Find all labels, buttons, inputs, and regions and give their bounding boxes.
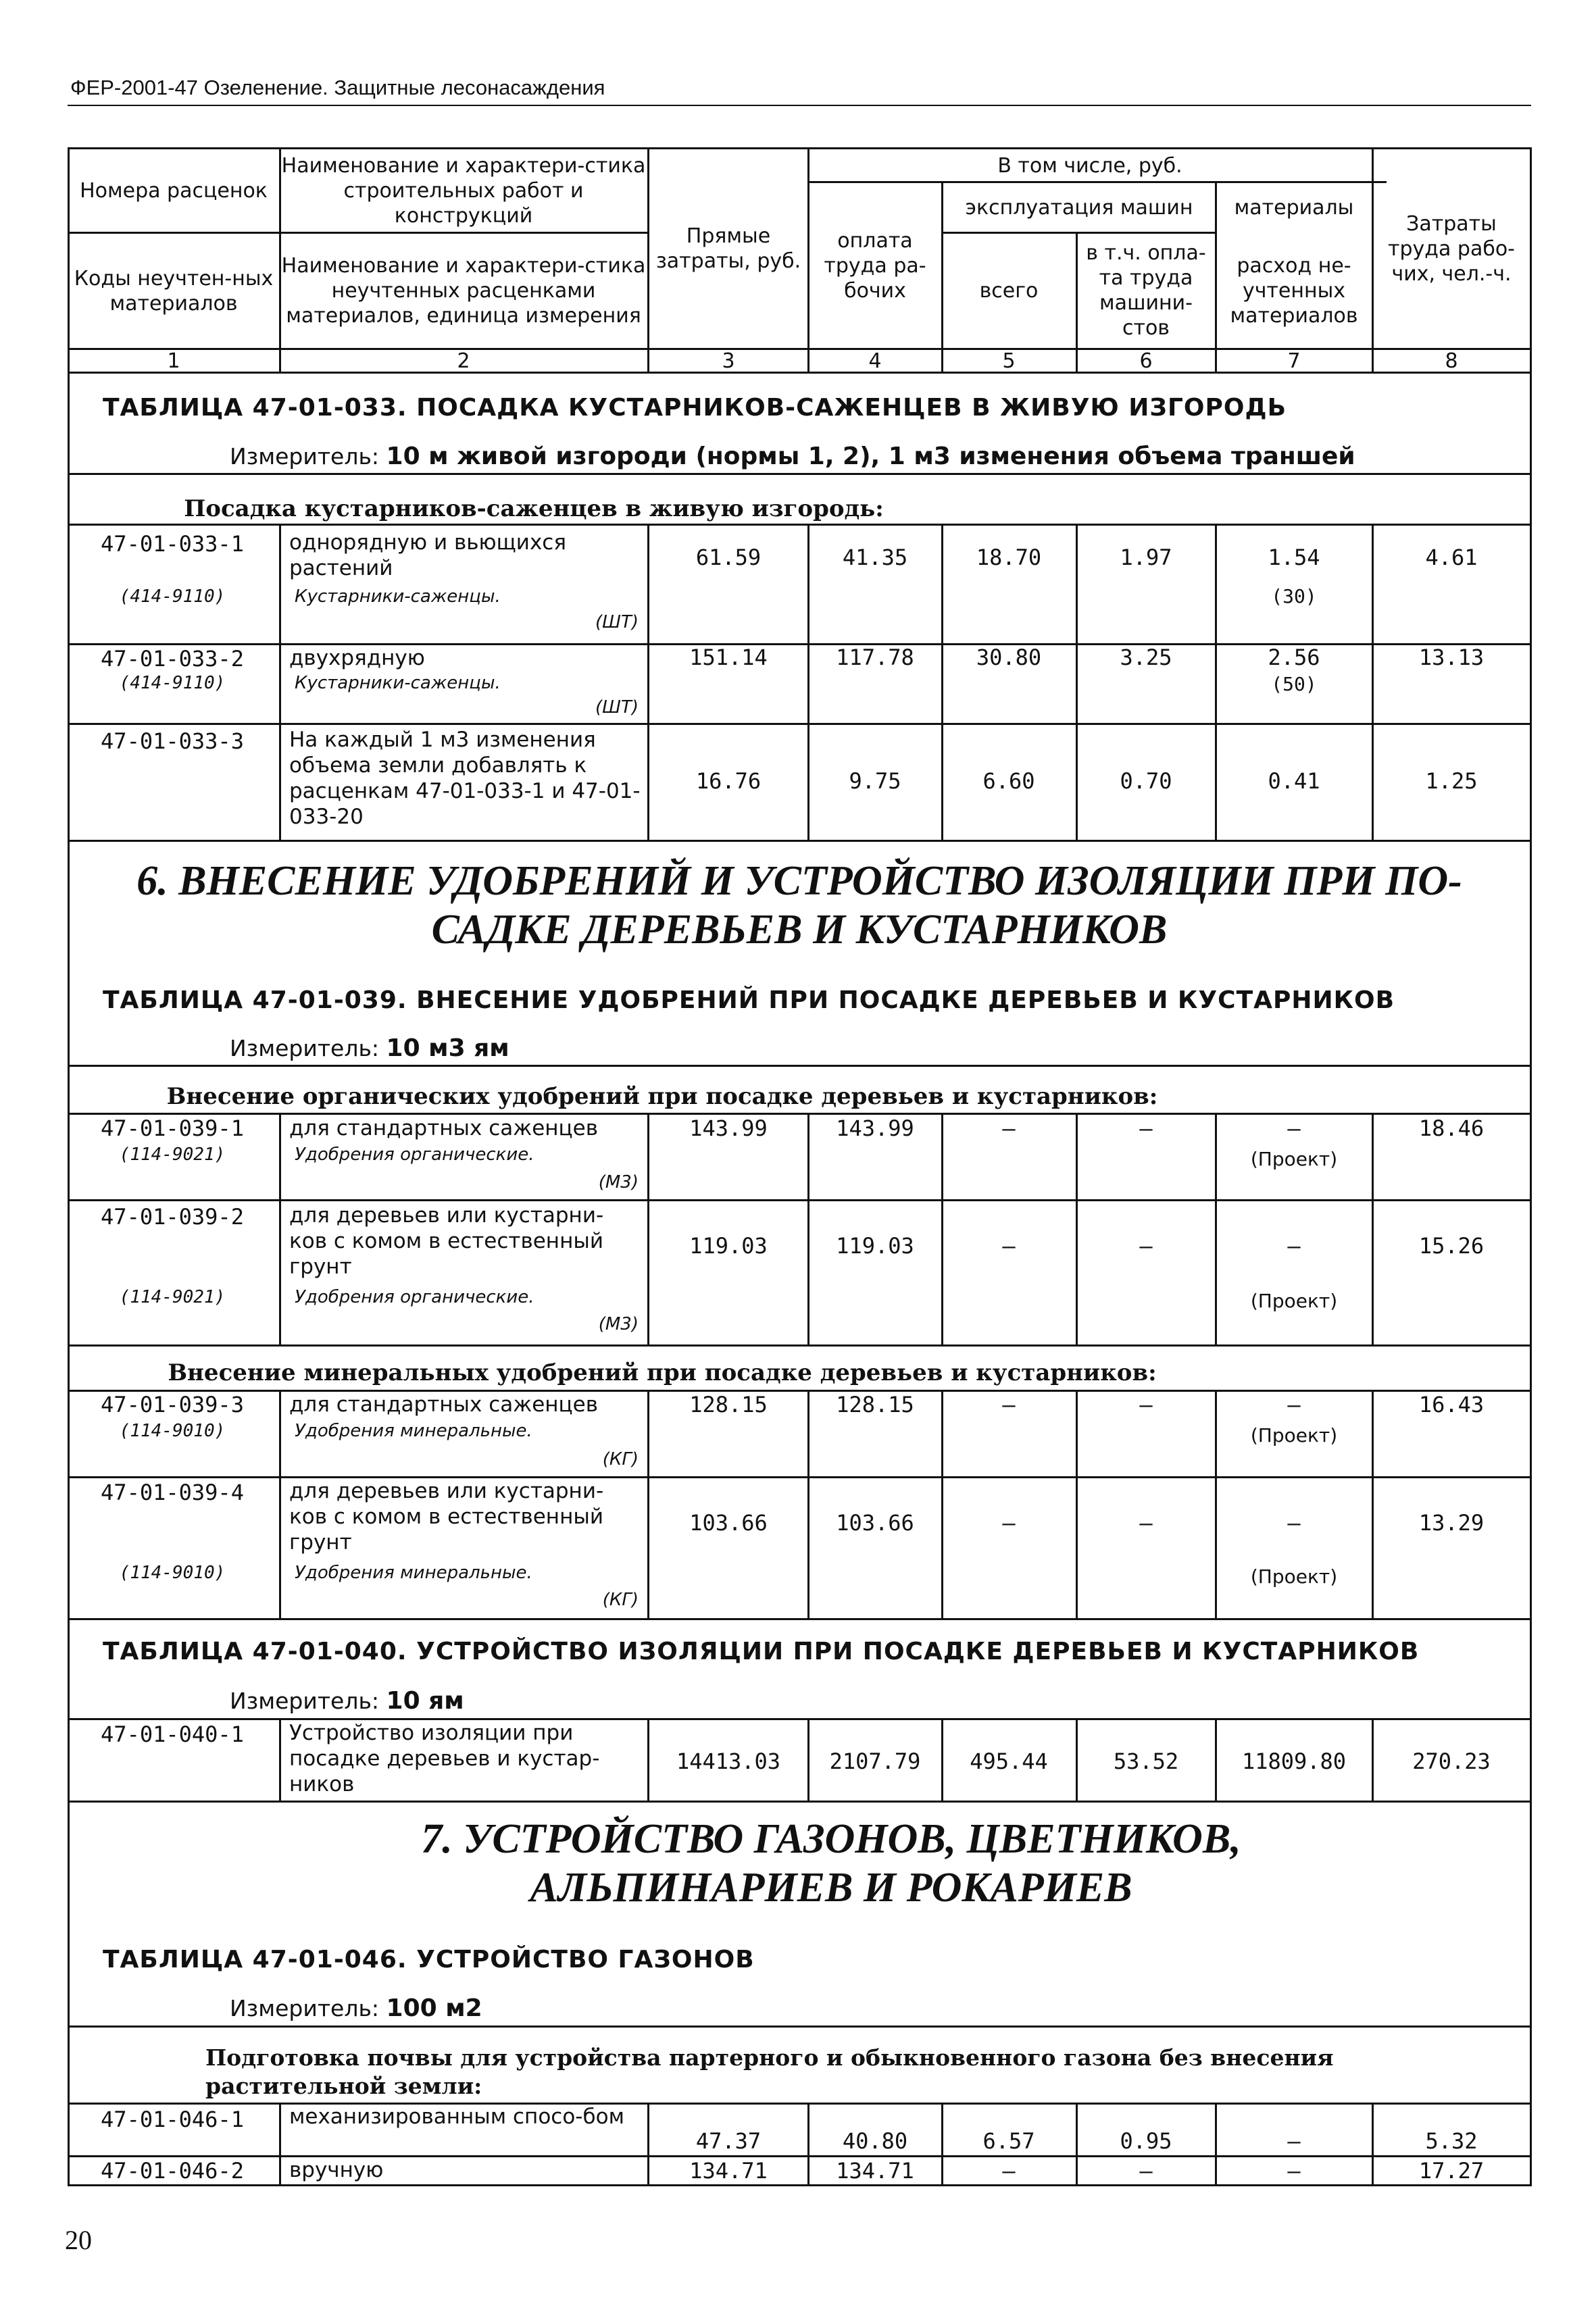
page-number: 20 [65,2225,92,2255]
material-consumption: (Проект) [1250,1565,1338,1588]
header-col2a: Наименование и характери-стика строительных работ и конструкций [281,153,646,228]
machine-total: 495.44 [970,1749,1048,1774]
rate-code: 47-01-039-1 [101,1115,244,1141]
direct-cost: 143.99 [689,1115,768,1141]
labor-hours: 15.26 [1418,1233,1485,1259]
labor-wage: 134.71 [836,2158,914,2184]
direct-cost: 47.37 [695,2128,762,2154]
material-consumption: (50) [1271,673,1317,695]
machine-total: – [1002,1510,1016,1536]
col-num-2: 2 [457,349,470,373]
rate-description: для стандартных саженцев [289,1392,598,1417]
material-consumption: (Проект) [1250,1148,1338,1170]
material-unit: (КГ) [602,1590,639,1610]
header-col6: в т.ч. опла-та труда машини-стов [1086,241,1206,340]
header-col3: Прямые затраты, руб. [655,224,801,273]
materials-cost: 0.41 [1268,768,1320,794]
material-code: (414-9110) [119,586,226,607]
col-num-5: 5 [1002,349,1016,373]
table-033-title: ТАБЛИЦА 47-01-033. ПОСАДКА КУСТАРНИКОВ-САЖЕНЦЕВ В ЖИВУЮ ИЗГОРОДЬ [103,394,1287,422]
material-unit: (КГ) [602,1449,639,1469]
header-incl: В том числе, руб. [997,153,1182,178]
running-head: ФЕР-2001-47 Озеленение. Защитные лесонасаждения [70,76,605,99]
machinist-wage: 3.25 [1120,645,1172,670]
materials-cost: – [1287,1115,1301,1141]
machine-total: 18.70 [976,545,1042,570]
table-039-measure: Измеритель: 10 м3 ям [230,1034,509,1062]
rate-code: 47-01-039-2 [101,1204,244,1230]
col-num-7: 7 [1287,349,1301,373]
materials-cost: 11809.80 [1241,1749,1347,1774]
col-num-6: 6 [1139,349,1153,373]
rate-description: двухрядную [289,646,425,670]
table-040-measure: Измеритель: 10 ям [230,1687,464,1715]
col-num-3: 3 [722,349,735,373]
labor-wage: 128.15 [836,1392,914,1417]
table-046-title: ТАБЛИЦА 47-01-046. УСТРОЙСТВО ГАЗОНОВ [103,1946,755,1973]
labor-wage: 41.35 [842,545,908,570]
labor-wage: 119.03 [836,1233,914,1259]
table-040-title: ТАБЛИЦА 47-01-040. УСТРОЙСТВО ИЗОЛЯЦИИ ПРИ ПОСАДКЕ ДЕРЕВЬЕВ И КУСТАРНИКОВ [103,1638,1420,1665]
col-num-4: 4 [868,349,882,373]
direct-cost: 103.66 [689,1510,768,1536]
rate-code: 47-01-046-2 [101,2158,244,2184]
material-consumption: (30) [1271,585,1317,607]
table-039-subhead-organic: Внесение органических удобрений при посадке деревьев и кустарников: [166,1083,1158,1110]
rate-description: однорядную и вьющихся растений [289,530,566,580]
labor-hours: 16.43 [1418,1392,1485,1417]
rate-description: На каждый 1 м3 изменения объема земли добавлять к расценкам 47-01-033-1 и 47-01-033-20 [289,728,641,829]
rate-code: 47-01-040-1 [101,1721,244,1747]
machinist-wage: 1.97 [1120,545,1172,570]
materials-cost: – [1287,2128,1301,2154]
materials-cost: 2.56 [1268,645,1320,670]
col-num-8: 8 [1445,349,1458,373]
table-046-subhead: Подготовка почвы для устройства партерного и обыкновенного газона без внесения растительной земли: [205,2044,1334,2099]
header-col1a: Номера расценок [80,178,268,203]
table-033-measure: Измеритель: 10 м живой изгороди (нормы 1, 2), 1 м3 изменения объема траншей [230,443,1355,470]
materials-cost: – [1287,1392,1301,1417]
section-6-title: 6. ВНЕСЕНИЕ УДОБРЕНИЙ И УСТРОЙСТВО ИЗОЛЯЦИИ ПРИ ПО-САДКЕ ДЕРЕВЬЕВ И КУСТАРНИКОВ [136,858,1462,953]
header-col8: Затраты труда рабо-чих, чел.-ч. [1387,211,1516,286]
material-code: (414-9110) [119,673,226,693]
direct-cost: 14413.03 [676,1749,781,1774]
material-code: (114-9010) [119,1421,226,1441]
section-7-title: 7. УСТРОЙСТВО ГАЗОНОВ, ЦВЕТНИКОВ, АЛЬПИНАРИЕВ И РОКАРИЕВ [421,1816,1241,1911]
rate-description: Устройство изоляции при посадке деревьев и кустар-ников [289,1721,600,1796]
labor-hours: 270.23 [1412,1749,1491,1774]
labor-wage: 103.66 [836,1510,914,1536]
machinist-wage: – [1139,1115,1153,1141]
labor-wage: 40.80 [842,2128,908,2154]
material-code: (114-9010) [119,1563,226,1583]
materials-cost: – [1287,1233,1301,1259]
direct-cost: 134.71 [689,2158,768,2184]
header-materials: материалы [1234,195,1354,220]
material-name: Удобрения органические. [295,1145,534,1165]
materials-cost: – [1287,2158,1301,2184]
labor-wage: 9.75 [849,768,901,794]
labor-hours: 1.25 [1425,768,1478,794]
labor-hours: 17.27 [1418,2158,1485,2184]
header-col7: расход не-учтенных материалов [1230,253,1358,328]
col-num-1: 1 [167,349,180,373]
direct-cost: 61.59 [695,545,762,570]
machinist-wage: – [1139,1510,1153,1536]
material-name: Удобрения минеральные. [295,1421,532,1441]
header-col2b: Наименование и характери-стика неучтенных расценками материалов, единица измерения [281,253,646,328]
header-col4: оплата труда ра-бочих [824,228,926,303]
rate-code: 47-01-033-2 [101,646,244,672]
machine-total: – [1002,2158,1016,2184]
material-name: Кустарники-саженцы. [295,673,501,693]
direct-cost: 128.15 [689,1392,768,1417]
labor-wage: 143.99 [836,1115,914,1141]
rate-code: 47-01-033-3 [101,728,244,754]
header-col1b: Коды неучтен-ных материалов [74,267,274,316]
machinist-wage: – [1139,1233,1153,1259]
machinist-wage: 0.70 [1120,768,1172,794]
machine-total: – [1002,1115,1016,1141]
labor-hours: 13.29 [1418,1510,1485,1536]
materials-cost: – [1287,1510,1301,1536]
machine-total: 6.60 [982,768,1035,794]
header-machines: эксплуатация машин [965,195,1193,220]
material-consumption: (Проект) [1250,1424,1338,1447]
machine-total: – [1002,1392,1016,1417]
table-033-subhead: Посадка кустарников-саженцев в живую изгородь: [184,495,884,522]
material-unit: (М3) [598,1172,639,1192]
rate-description: для стандартных саженцев [289,1116,598,1140]
labor-hours: 13.13 [1418,645,1485,670]
machinist-wage: – [1139,1392,1153,1417]
machinist-wage: 53.52 [1113,1749,1179,1774]
direct-cost: 16.76 [695,768,762,794]
materials-cost: 1.54 [1268,545,1320,570]
labor-wage: 2107.79 [829,1749,921,1774]
rate-code: 47-01-039-3 [101,1392,244,1417]
machine-total: 6.57 [982,2128,1035,2154]
material-unit: (ШТ) [595,612,639,632]
material-consumption: (Проект) [1250,1290,1338,1312]
rate-description: для деревьев или кустарни-ков с комом в естественный грунт [289,1203,604,1279]
rate-description: механизированным спосо-бом [289,2105,624,2129]
header-col5: всего [979,278,1039,303]
material-name: Удобрения органические. [295,1287,534,1307]
material-unit: (М3) [598,1314,639,1334]
rate-description: вручную [289,2158,384,2182]
labor-wage: 117.78 [836,645,914,670]
direct-cost: 151.14 [689,645,768,670]
rate-code: 47-01-039-4 [101,1480,244,1505]
rate-description: для деревьев или кустарни-ков с комом в естественный грунт [289,1479,604,1555]
direct-cost: 119.03 [689,1233,768,1259]
rate-code: 47-01-033-1 [101,531,244,557]
material-code: (114-9021) [119,1145,226,1165]
machinist-wage: 0.95 [1120,2128,1172,2154]
rate-code: 47-01-046-1 [101,2107,244,2132]
table-039-subhead-mineral: Внесение минеральных удобрений при посадке деревьев и кустарников: [168,1359,1157,1386]
table-046-measure: Измеритель: 100 м2 [230,1994,482,2022]
material-name: Удобрения минеральные. [295,1563,532,1583]
machine-total: – [1002,1233,1016,1259]
labor-hours: 5.32 [1425,2128,1478,2154]
labor-hours: 18.46 [1418,1115,1485,1141]
table-039-title: ТАБЛИЦА 47-01-039. ВНЕСЕНИЕ УДОБРЕНИЙ ПРИ ПОСАДКЕ ДЕРЕВЬЕВ И КУСТАРНИКОВ [103,986,1395,1014]
material-name: Кустарники-саженцы. [295,586,501,607]
material-unit: (ШТ) [595,697,639,718]
material-code: (114-9021) [119,1287,226,1307]
machine-total: 30.80 [976,645,1042,670]
labor-hours: 4.61 [1425,545,1478,570]
machinist-wage: – [1139,2158,1153,2184]
header-rule [68,105,1531,106]
